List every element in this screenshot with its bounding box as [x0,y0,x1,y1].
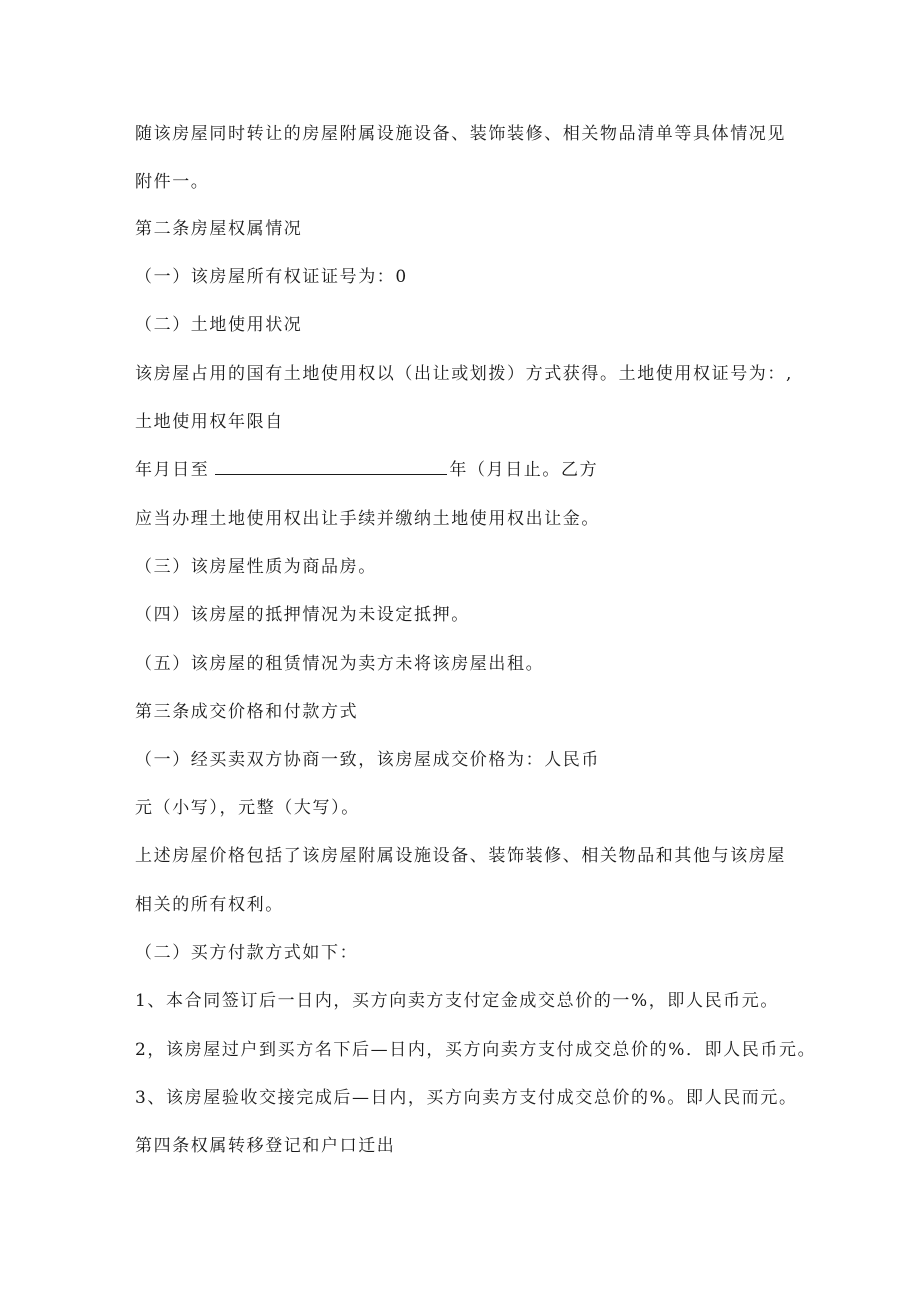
paragraph-line: （二）买方付款方式如下： [135,943,359,963]
paragraph-line: 1、本合同签订后一日内，买方向卖方支付定金成交总价的一%，即人民币元。 [135,991,779,1011]
paragraph-line: （一）该房屋所有权证证号为：0 [135,267,408,287]
paragraph-line: （一）经买卖双方协商一致，该房屋成交价格为：人民币 [135,750,600,770]
section-heading: 第二条房屋权属情况 [135,219,303,239]
section-heading: 第三条成交价格和付款方式 [135,702,359,722]
paragraph-line: （四）该房屋的抵押情况为未设定抵押。 [135,605,470,625]
paragraph-line: （二）土地使用状况 [135,315,303,335]
paragraph-line: 相关的所有权利。 [135,895,284,915]
paragraph-line: （五）该房屋的租赁情况为卖方未将该房屋出租。 [135,654,545,674]
fill-in-blank [215,458,447,475]
paragraph-line: 2，该房屋过户到买方名下后—日内，买方向卖方支付成交总价的%．即人民币元。 [135,1040,817,1060]
paragraph-line: 附件一。 [135,172,210,192]
paragraph-line: 上述房屋价格包括了该房屋附属设施设备、装饰装修、相关物品和其他与该房屋 [135,846,786,866]
text-segment: 年（月日止。乙方 [449,460,599,480]
paragraph-line-with-blank [135,458,598,482]
paragraph-line: 土地使用权年限自 [135,412,284,432]
paragraph-line: 元（小写），元整（大写）。 [135,798,360,818]
paragraph-line: 随该房屋同时转让的房屋附属设施设备、装饰装修、相关物品清单等具体情况见 [135,124,786,144]
paragraph-line: （三）该房屋性质为商品房。 [135,557,377,577]
paragraph-line: 该房屋占用的国有土地使用权以（出让或划拨）方式获得。土地使用权证号为：, [135,364,794,384]
paragraph-line: 3、该房屋验收交接完成后—日内，买方向卖方支付成交总价的%。即人民而元。 [135,1088,798,1108]
paragraph-line: 应当办理土地使用权出让手续并缴纳土地使用权出让金。 [135,509,600,529]
section-heading: 第四条权属转移登记和户口迁出 [135,1136,396,1156]
text-segment: 年月日至 [135,460,210,480]
